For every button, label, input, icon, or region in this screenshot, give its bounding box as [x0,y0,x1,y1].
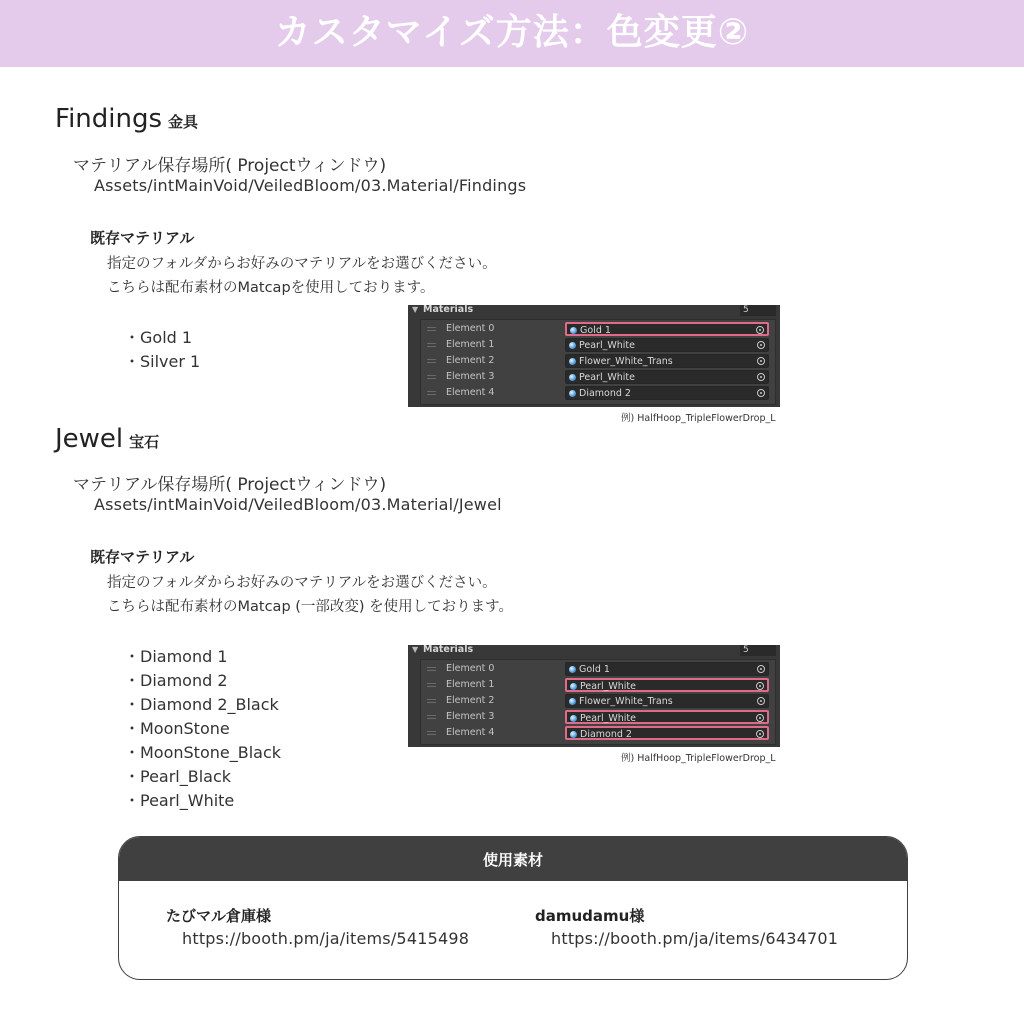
material-field[interactable] [565,386,769,400]
jewel-location-label: マテリアル保存場所( Projectウィンドウ) [73,475,387,495]
table-row [421,321,777,337]
findings-desc-2: こちらは配布素材のMatcapを使用しております。 [107,280,435,296]
jewel-title: Jewel [55,424,124,454]
material-name: Pearl_White [580,713,636,724]
jewel-materials-panel [408,645,780,747]
material-field[interactable] [565,694,769,708]
list-item: ・Silver 1 [124,352,201,371]
element-label: Element 2 [446,355,495,366]
list-item: ・Gold 1 [124,328,193,347]
list-item: ・Diamond 1 [124,647,228,666]
jewel-caption: 例) HalfHoop_TripleFlowerDrop_L [621,753,776,764]
material-sphere-icon [569,342,576,349]
material-name: Pearl_White [579,340,635,351]
findings-path: Assets/intMainVoid/VeiledBloom/03.Material/Findings [94,176,527,195]
sources-header [119,837,907,881]
array-size-field[interactable]: 5 [740,645,776,656]
table-row [421,709,777,725]
findings-desc-1: 指定のフォルダからお好みのマテリアルをお選びください。 [107,256,497,272]
element-label: Element 3 [446,711,495,722]
material-name: Gold 1 [580,325,611,336]
foldout-arrow-icon[interactable]: ▼ [412,645,419,654]
table-row [421,677,777,693]
object-picker-icon[interactable] [756,730,764,738]
object-picker-icon[interactable] [756,682,764,690]
table-row [421,369,777,385]
jewel-existing-heading: 既存マテリアル [90,548,195,566]
panel-header [408,645,780,657]
drag-handle-icon[interactable] [427,667,436,671]
array-size-field[interactable]: 5 [740,305,776,316]
jewel-desc-2: こちらは配布素材のMatcap (一部改変) を使用しております。 [107,599,514,615]
jewel-heading [55,424,159,454]
drag-handle-icon[interactable] [427,359,436,363]
findings-existing-heading: 既存マテリアル [90,229,195,247]
drag-handle-icon[interactable] [427,343,436,347]
material-field[interactable] [565,678,769,692]
panel-body [420,659,776,745]
drag-handle-icon[interactable] [427,699,436,703]
drag-handle-icon[interactable] [427,731,436,735]
element-label: Element 3 [446,371,495,382]
material-sphere-icon [569,666,576,673]
material-name: Flower_White_Trans [579,356,673,367]
table-row [421,353,777,369]
panel-body [420,319,776,405]
material-name: Gold 1 [579,664,610,675]
element-label: Element 4 [446,727,495,738]
jewel-desc-1: 指定のフォルダからお好みのマテリアルをお選びください。 [107,575,497,591]
list-item: ・MoonStone [124,719,230,738]
drag-handle-icon[interactable] [427,391,436,395]
material-field[interactable] [565,662,769,676]
element-label: Element 0 [446,323,495,334]
material-sphere-icon [570,327,577,334]
findings-caption: 例) HalfHoop_TripleFlowerDrop_L [621,413,776,424]
list-item: ・Pearl_White [124,791,235,810]
list-item: ・MoonStone_Black [124,743,282,762]
sources-box [118,836,908,980]
material-sphere-icon [569,358,576,365]
panel-title: Materials [423,304,474,315]
material-field[interactable] [565,710,769,724]
material-name: Pearl_White [579,372,635,383]
object-picker-icon[interactable] [757,389,765,397]
element-label: Element 1 [446,679,495,690]
drag-handle-icon[interactable] [427,327,436,331]
findings-materials-panel [408,305,780,407]
material-field[interactable] [565,354,769,368]
source-link-2[interactable]: https://booth.pm/ja/items/6434701 [551,929,839,948]
source-link-1[interactable]: https://booth.pm/ja/items/5415498 [182,929,470,948]
material-sphere-icon [570,683,577,690]
table-row [421,725,777,741]
material-field[interactable] [565,322,769,336]
material-field[interactable] [565,726,769,740]
object-picker-icon[interactable] [757,665,765,673]
element-label: Element 1 [446,339,495,350]
findings-location-label: マテリアル保存場所( Projectウィンドウ) [73,156,387,176]
findings-title: Findings [55,104,163,134]
findings-heading [55,104,198,134]
panel-header [408,305,780,317]
material-field[interactable] [565,370,769,384]
material-name: Diamond 2 [579,388,631,399]
jewel-path: Assets/intMainVoid/VeiledBloom/03.Material/Jewel [94,495,502,514]
object-picker-icon[interactable] [756,326,764,334]
drag-handle-icon[interactable] [427,375,436,379]
material-sphere-icon [569,390,576,397]
object-picker-icon[interactable] [756,714,764,722]
page-title: カスタマイズ方法：色変更② [274,12,750,53]
material-name: Flower_White_Trans [579,696,673,707]
source-name-1: たびマル倉庫様 [166,907,272,925]
table-row [421,693,777,709]
source-name-2: damudamu様 [535,907,645,925]
element-label: Element 4 [446,387,495,398]
table-row [421,337,777,353]
object-picker-icon[interactable] [757,373,765,381]
element-label: Element 0 [446,663,495,674]
material-name: Pearl_White [580,681,636,692]
jewel-subtitle: 宝石 [129,433,160,451]
object-picker-icon[interactable] [757,357,765,365]
object-picker-icon[interactable] [757,697,765,705]
list-item: ・Diamond 2_Black [124,695,279,714]
material-sphere-icon [569,698,576,705]
panel-title: Materials [423,644,474,655]
material-field[interactable] [565,338,769,352]
drag-handle-icon[interactable] [427,683,436,687]
element-label: Element 2 [446,695,495,706]
foldout-arrow-icon[interactable]: ▼ [412,305,419,314]
material-name: Diamond 2 [580,729,632,740]
drag-handle-icon[interactable] [427,715,436,719]
table-row [421,385,777,401]
material-sphere-icon [569,374,576,381]
material-sphere-icon [570,731,577,738]
sources-title: 使用素材 [482,851,543,869]
list-item: ・Diamond 2 [124,671,228,690]
object-picker-icon[interactable] [757,341,765,349]
jewel-material-list [124,645,281,813]
findings-subtitle: 金具 [168,113,199,131]
header-banner [0,0,1024,67]
table-row [421,661,777,677]
list-item: ・Pearl_Black [124,767,232,786]
findings-material-list [124,326,200,374]
material-sphere-icon [570,715,577,722]
